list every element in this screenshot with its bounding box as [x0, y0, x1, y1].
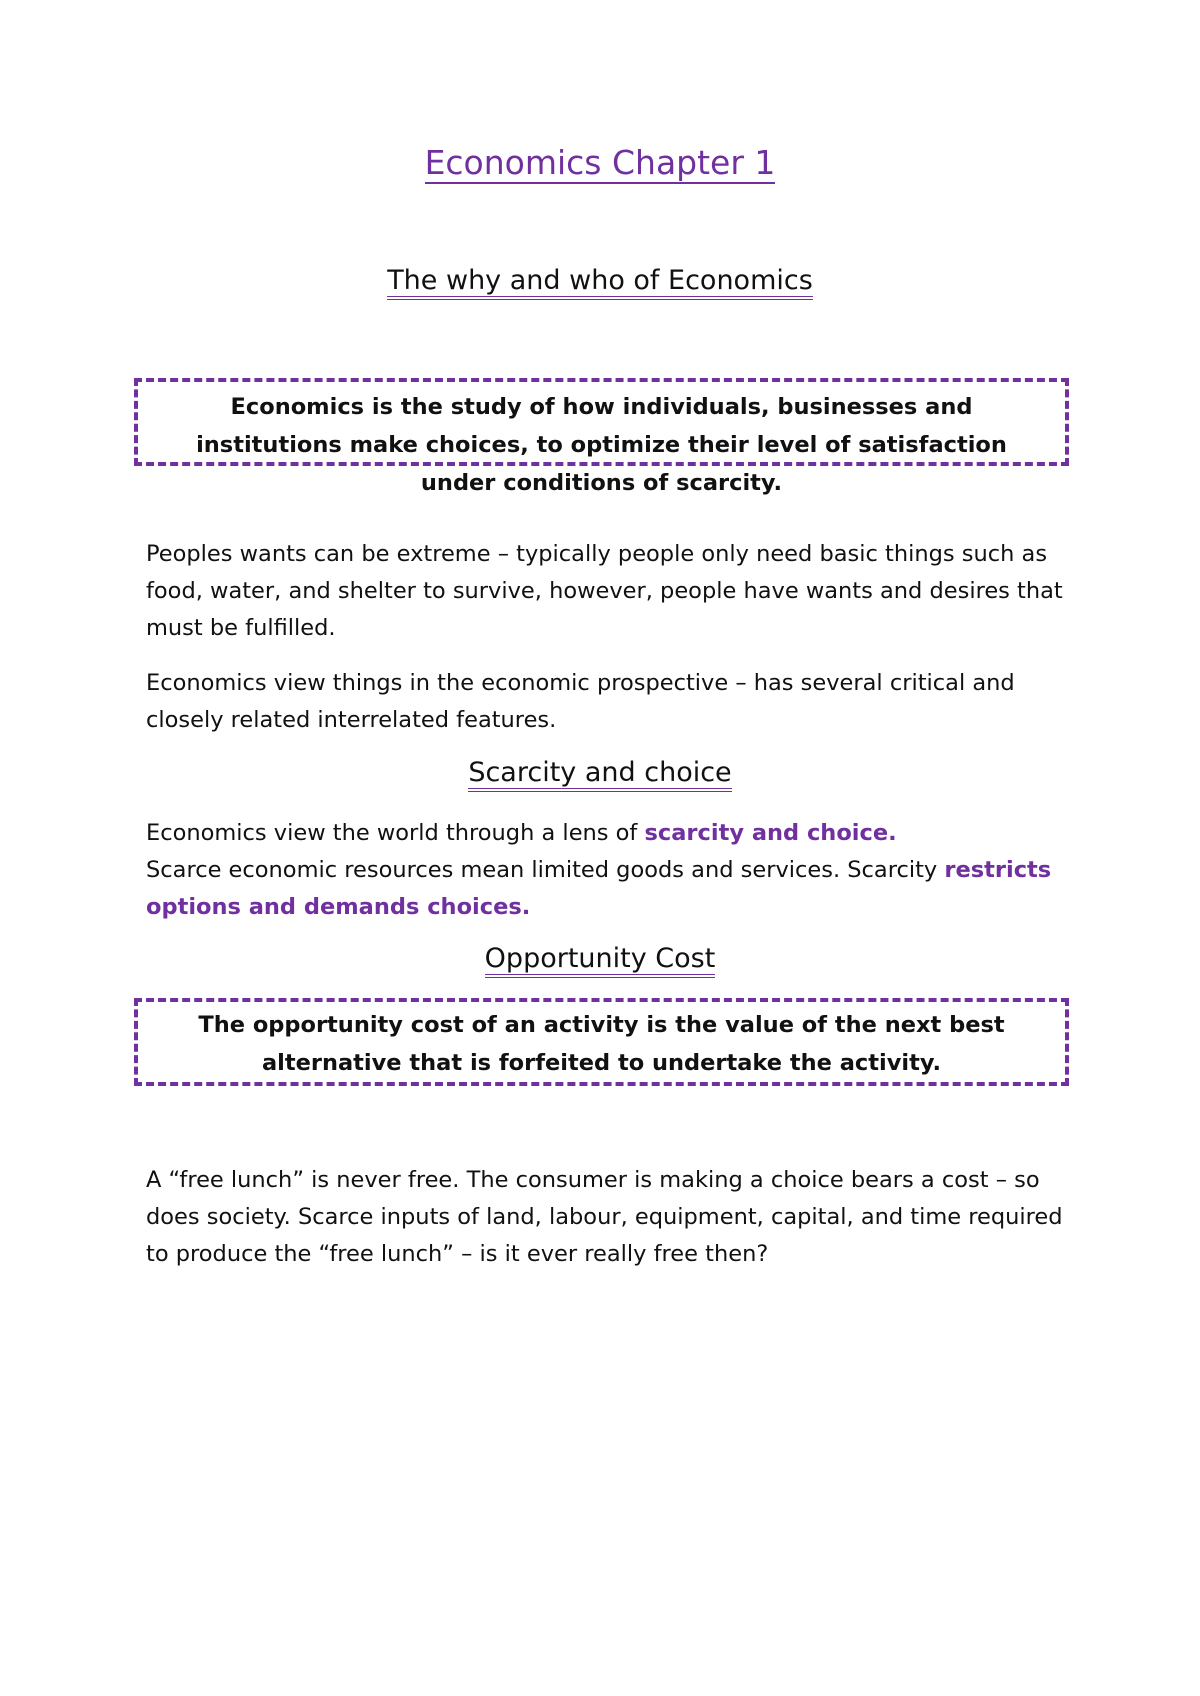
section-heading-opportunity-cost — [0, 942, 1200, 976]
document-title-text: Economics Chapter 1 — [424, 143, 776, 182]
scarcity-line1-text: Economics view the world through a lens of — [146, 820, 645, 846]
paragraph-wants — [146, 536, 1076, 647]
paragraph-perspective-text: Economics view things in the economic prospective – has several critical and closely related interrelated features. — [146, 670, 1015, 733]
paragraph-perspective — [146, 665, 1076, 739]
scarcity-line2-highlight: restricts options and demands choices. — [146, 857, 1052, 920]
opportunity-cost-box — [134, 998, 1069, 1086]
scarcity-line2-text: Scarce economic resources mean limited goods and services. Scarcity — [146, 857, 945, 883]
section-heading-opportunity-cost-text: Opportunity Cost — [485, 943, 716, 978]
paragraph-free-lunch-text: A “free lunch” is never free. The consumer is making a choice bears a cost – so does society. Scarce inputs of land, labour, equipment, capital, and time required to produce the “free lunch” – is it ever really free then? — [146, 1167, 1063, 1267]
section-heading-scarcity-text: Scarcity and choice — [468, 757, 731, 792]
section-heading-why-who — [0, 264, 1200, 298]
section-heading-why-who-text: The why and who of Economics — [387, 265, 813, 300]
definition-text: Economics is the study of how individuals, businesses and institutions make choices, to optimize their level of satisfaction under conditions of scarcity. — [196, 394, 1007, 496]
section-heading-scarcity — [0, 756, 1200, 790]
paragraph-wants-text: Peoples wants can be extreme – typically people only need basic things such as food, water, and shelter to survive, however, people have wants and desires that must be fulfilled. — [146, 541, 1063, 641]
scarcity-line1-highlight: scarcity and choice. — [644, 820, 897, 846]
opportunity-cost-text: The opportunity cost of an activity is the value of the next best alternative that is forfeited to undertake the activity. — [198, 1012, 1005, 1076]
definition-box — [134, 378, 1069, 496]
paragraph-free-lunch — [146, 1162, 1076, 1273]
paragraph-scarcity — [146, 815, 1076, 926]
document-title — [0, 143, 1200, 183]
